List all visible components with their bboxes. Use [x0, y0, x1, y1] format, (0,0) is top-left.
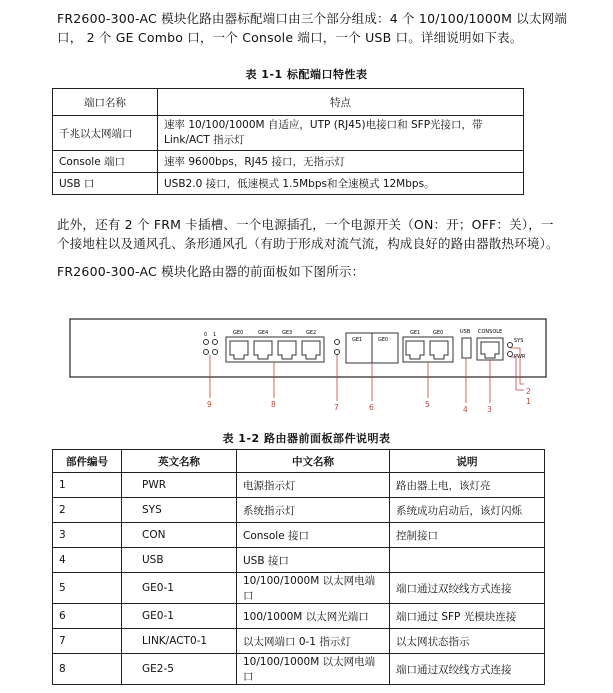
port-label: GE3 [282, 330, 293, 336]
callout-number: 1 [526, 397, 531, 406]
part-desc: 端口通过双绞线方式连接 [390, 573, 545, 604]
front-panel-diagram [69, 318, 549, 428]
part-en-name: USB [122, 548, 237, 573]
callout-number: 4 [463, 405, 468, 414]
table-row [53, 498, 545, 523]
part-number: 7 [53, 629, 122, 654]
table-row [53, 151, 524, 173]
table2-header: 英文名称 [122, 450, 237, 473]
extra-line-2: 个接地柱以及通风孔、条形通风孔（有助于形成对流气流，构成良好的路由器散热环境）。 [57, 236, 559, 251]
sfp-label: GE1 [352, 337, 363, 343]
port-label: CONSOLE [478, 329, 503, 335]
led-label: PWR [514, 354, 526, 360]
part-en-name: GE0-1 [122, 573, 237, 604]
part-number: 3 [53, 523, 122, 548]
port-label: GE0 [233, 330, 244, 336]
port-label: USB [460, 329, 471, 335]
table-row [53, 473, 545, 498]
led-label: 0 [204, 332, 208, 338]
part-en-name: LINK/ACT0-1 [122, 629, 237, 654]
port-label: GE0 [433, 330, 444, 336]
intro-line-1: FR2600-300-AC 模块化路由器标配端口由三个部分组成：4 个 10/100/1000M 以太网端 [57, 11, 568, 26]
part-en-name: SYS [122, 498, 237, 523]
table-row [53, 116, 524, 151]
part-cn-name: 以太网端口 0-1 指示灯 [237, 629, 390, 654]
table-row [53, 173, 524, 195]
part-desc: 系统成功启动后，该灯闪烁 [390, 498, 545, 523]
part-desc: 路由器上电，该灯亮 [390, 473, 545, 498]
extra-line-1: 此外，还有 2 个 FRM 卡插槽、一个电源插孔，一个电源开关（ON：开；OFF：关），一 [57, 217, 554, 232]
part-desc [390, 548, 545, 573]
part-desc: 端口通过双绞线方式连接 [390, 654, 545, 685]
part-number: 5 [53, 573, 122, 604]
led-label: SYS [514, 338, 524, 344]
front-panel-table [52, 449, 545, 685]
part-number: 4 [53, 548, 122, 573]
table2-caption: 表 1-2 路由器前面板部件说明表 [222, 432, 391, 445]
callout-numbers [207, 387, 531, 414]
led-label: 1 [213, 332, 217, 338]
port-desc: USB2.0 接口，低速模式 1.5Mbps和全速模式 12Mbps。 [158, 173, 524, 195]
part-cn-name: 100/1000M 以太网光端口 [237, 604, 390, 629]
callout-number: 2 [526, 387, 531, 396]
table-row [53, 523, 545, 548]
port-name: USB 口 [53, 173, 158, 195]
part-cn-name: USB 接口 [237, 548, 390, 573]
callout-number: 9 [207, 400, 212, 409]
part-desc: 端口通过 SFP 光模块连接 [390, 604, 545, 629]
part-desc: 控制接口 [390, 523, 545, 548]
part-number: 1 [53, 473, 122, 498]
table2-header: 中文名称 [237, 450, 390, 473]
callout-number: 7 [334, 403, 339, 412]
callout-number: 6 [369, 403, 374, 412]
port-desc: 速率 9600bps，RJ45 接口，无指示灯 [158, 151, 524, 173]
table1-header-feature: 特点 [158, 89, 524, 116]
extra-paragraph [57, 215, 602, 253]
part-en-name: PWR [122, 473, 237, 498]
part-cn-name: 10/100/1000M 以太网电端口 [237, 573, 390, 604]
table2-header: 部件编号 [53, 450, 122, 473]
chassis-outline [70, 319, 546, 377]
part-en-name: CON [122, 523, 237, 548]
port-label: GE1 [410, 330, 421, 336]
part-number: 8 [53, 654, 122, 685]
callout-number: 8 [271, 400, 276, 409]
port-desc-line: Link/ACT 指示灯 [164, 134, 245, 146]
table-row [53, 654, 545, 685]
port-desc [158, 116, 524, 151]
table-row [53, 604, 545, 629]
callout-number: 3 [487, 405, 492, 414]
part-en-name: GE2-5 [122, 654, 237, 685]
part-number: 6 [53, 604, 122, 629]
table2-header: 说明 [390, 450, 545, 473]
part-desc: 以太网状态指示 [390, 629, 545, 654]
part-cn-name: 系统指示灯 [237, 498, 390, 523]
port-label: GE4 [258, 330, 269, 336]
part-number: 2 [53, 498, 122, 523]
callout-number: 5 [425, 400, 430, 409]
part-cn-name: 电源指示灯 [237, 473, 390, 498]
port-desc-line: 速率 10/100/1000M 自适应，UTP (RJ45)电接口和 SFP光接口，带 [164, 119, 483, 131]
table1-header-name: 端口名称 [53, 89, 158, 116]
part-cn-name: Console 接口 [237, 523, 390, 548]
table-row [53, 548, 545, 573]
table-row [53, 629, 545, 654]
table1-caption: 表 1-1 标配端口特性表 [245, 68, 368, 81]
sfp-label: GE0 [378, 337, 389, 343]
intro-line-2: 口， 2 个 GE Combo 口，一个 Console 端口，一个 USB 口。详细说明如下表。 [57, 30, 523, 45]
intro-paragraph [57, 9, 602, 47]
front-panel-intro: FR2600-300-AC 模块化路由器的前面板如下图所示： [57, 264, 365, 279]
part-cn-name: 10/100/1000M 以太网电端口 [237, 654, 390, 685]
port-name: 千兆以太网端口 [53, 116, 158, 151]
port-feature-table [52, 88, 524, 195]
part-en-name: GE0-1 [122, 604, 237, 629]
port-label: GE2 [306, 330, 317, 336]
port-name: Console 端口 [53, 151, 158, 173]
table-row [53, 573, 545, 604]
